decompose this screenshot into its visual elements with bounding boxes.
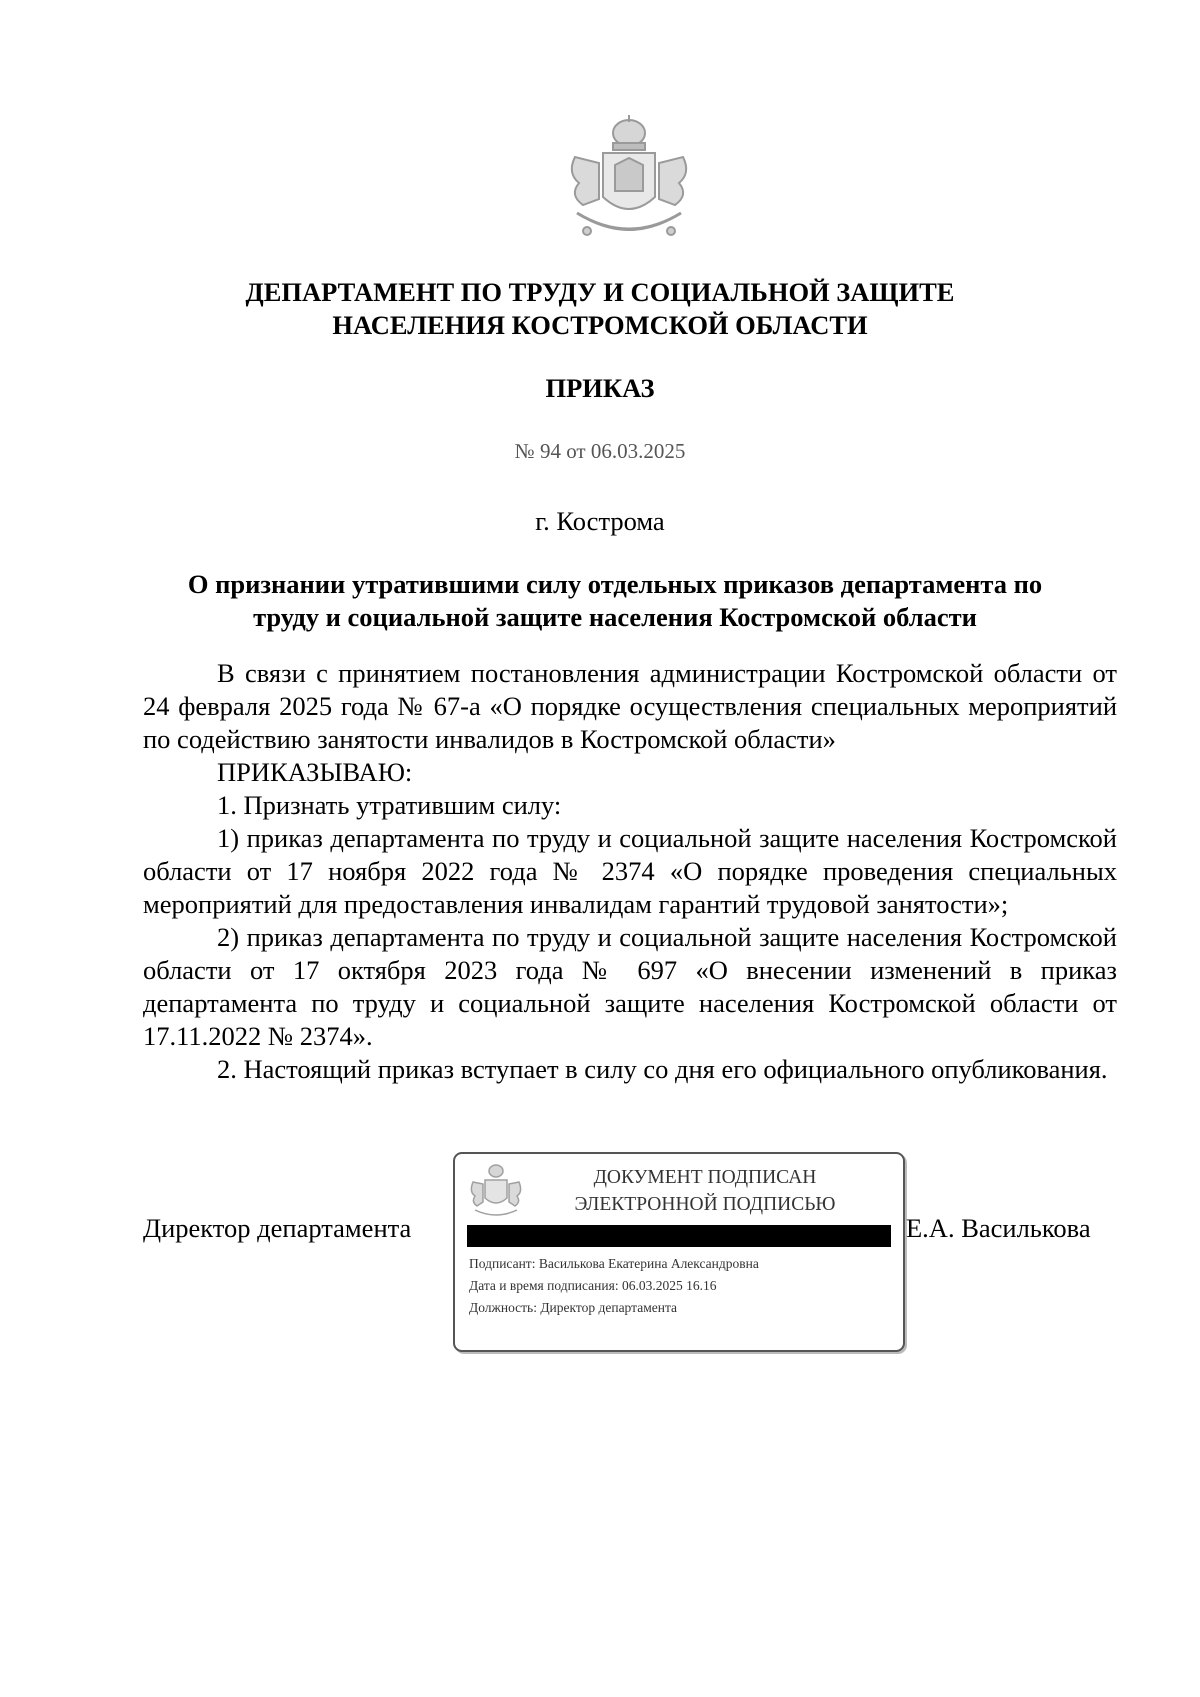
stamp-position: Должность: Директор департамента <box>469 1300 678 1315</box>
document-type: ПРИКАЗ <box>545 373 655 403</box>
stamp-emblem-icon <box>469 1162 523 1218</box>
document-subject <box>150 568 1080 634</box>
signatory-name: Е.А. Василькова <box>906 1213 1091 1243</box>
clause-1: 1. Признать утратившим силу: <box>217 790 562 820</box>
document-body <box>143 657 1117 1086</box>
clause-2: 2. Настоящий приказ вступает в силу со дня его официального опубликования. <box>217 1054 1108 1084</box>
document-number-date: № 94 от 06.03.2025 <box>514 439 686 463</box>
clause-1-item-1: 1) приказ департамента по труду и социальной защите населения Костромской области от 17 ноября 2022 года № 2374 «О порядке проведения специальных мероприятий для предоставления инвалидам гарантий трудовой занятости»; <box>143 823 1117 919</box>
stamp-datetime: Дата и время подписания: 06.03.2025 16.16 <box>469 1278 717 1293</box>
stamp-details <box>469 1253 759 1319</box>
subject-line-2: труду и социальной защите населения Костромской области <box>253 602 977 632</box>
stamp-heading <box>555 1164 855 1218</box>
stamp-signer: Подписант: Василькова Екатерина Александровна <box>469 1256 759 1271</box>
stamp-heading-line-2: ЭЛЕКТРОННОЙ ПОДПИСЬЮ <box>574 1194 836 1215</box>
certificate-redaction-bar <box>467 1225 891 1247</box>
order-keyword: ПРИКАЗЫВАЮ: <box>217 757 413 787</box>
document-city: г. Кострома <box>535 506 665 536</box>
clause-1-item-2: 2) приказ департамента по труду и социальной защите населения Костромской области от 17 октября 2023 года № 697 «О внесении изменений в приказ департамента по труду и социальной защите населения Костромской области от 17.11.2022 № 2374». <box>143 922 1117 1051</box>
stamp-heading-line-1: ДОКУМЕНТ ПОДПИСАН <box>593 1167 817 1188</box>
subject-line-1: О признании утратившими силу отдельных приказов департамента по <box>187 569 1043 599</box>
org-line-2: НАСЕЛЕНИЯ КОСТРОМСКОЙ ОБЛАСТИ <box>332 310 868 340</box>
organization-name <box>0 276 1200 342</box>
org-line-1: ДЕПАРТАМЕНТ ПО ТРУДУ И СОЦИАЛЬНОЙ ЗАЩИТЕ <box>245 277 955 307</box>
electronic-signature-stamp <box>453 1152 905 1352</box>
coat-of-arms-icon <box>565 113 693 245</box>
preamble-paragraph: В связи с принятием постановления администрации Костромской области от 24 февраля 2025 года № 67-а «О порядке осуществления специальных мероприятий по содействию занятости инвалидов в Костромской области» <box>143 658 1117 754</box>
signatory-title: Директор департамента <box>143 1213 412 1243</box>
